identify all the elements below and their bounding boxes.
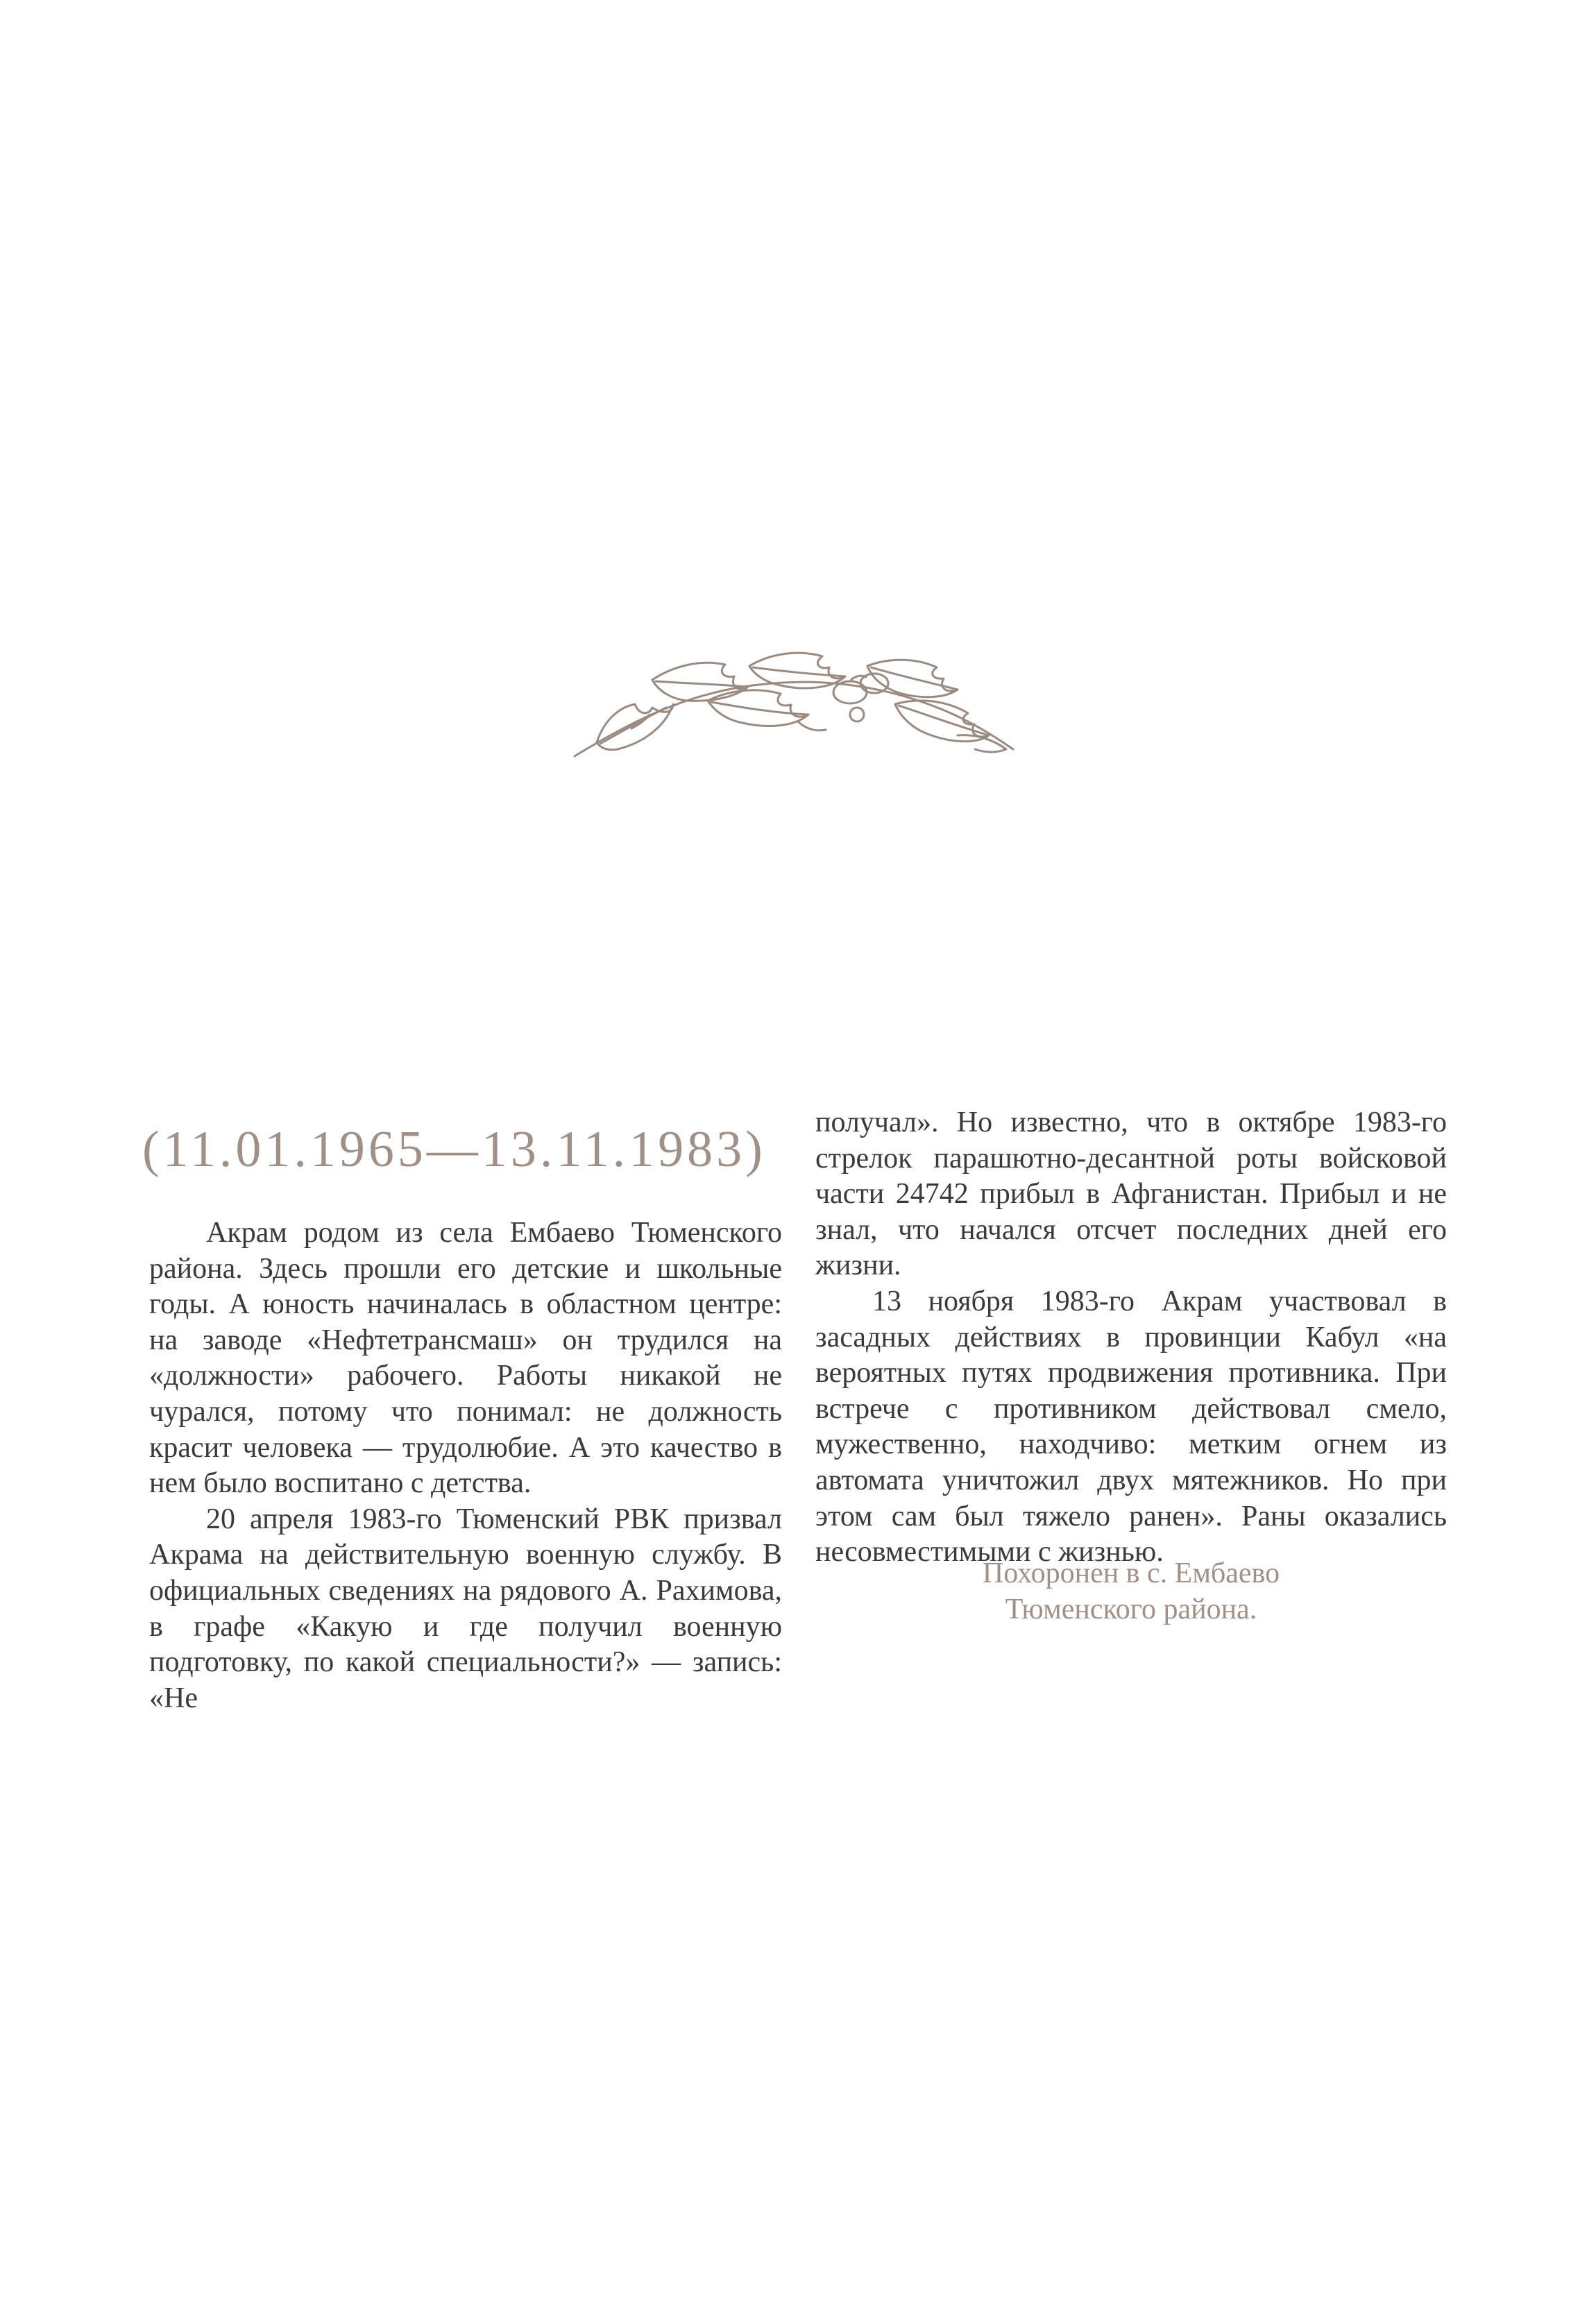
biography-right-column bbox=[815, 1105, 1447, 1571]
paragraph: 20 апреля 1983-го Тюменский РВК призвал Акрама на действительную военную службу. В официальных сведениях на рядового А. Рахимова, в графе «Какую и где получил военную подготовку, по какой специальности?» — запись: «Не bbox=[149, 1503, 782, 1714]
oak-branch-icon bbox=[569, 638, 1027, 770]
burial-line: Тюменского района. bbox=[1005, 1593, 1257, 1625]
biography-left-column bbox=[149, 1215, 782, 1716]
burial-note bbox=[902, 1556, 1360, 1627]
paragraph: Акрам родом из села Ембаево Тюменского района. Здесь прошли его детские и школьные годы. А юность начиналась в областном центре: на заводе «Нефтетрансмаш» он трудился на «должности» рабочего. Работы никакой не чурался, потому что понимал: не должность красит человека — трудолюбие. А это качество в нем было воспитано с детства. bbox=[149, 1217, 782, 1500]
paragraph: получал». Но известно, что в октябре 1983-го стрелок парашютно-десантной роты войсковой части 24742 прибыл в Афганистан. Прибыл и не знал, что начался отсчет последних дней его жизни. bbox=[815, 1107, 1447, 1282]
burial-line: Похоронен в с. Ембаево bbox=[982, 1557, 1280, 1589]
life-dates-heading: (11.01.1965—13.11.1983) bbox=[142, 1121, 766, 1178]
paragraph: 13 ноября 1983-го Акрам участвовал в засадных действиях в провинции Кабул «на вероятных путях продвижения противника. При встрече с противником действовал смело, мужественно, находчиво: метким огнем из автомата уничтожил двух мятежников. Но при этом сам был тяжело ранен». Раны оказались несовместимыми с жизнью. bbox=[815, 1285, 1447, 1569]
